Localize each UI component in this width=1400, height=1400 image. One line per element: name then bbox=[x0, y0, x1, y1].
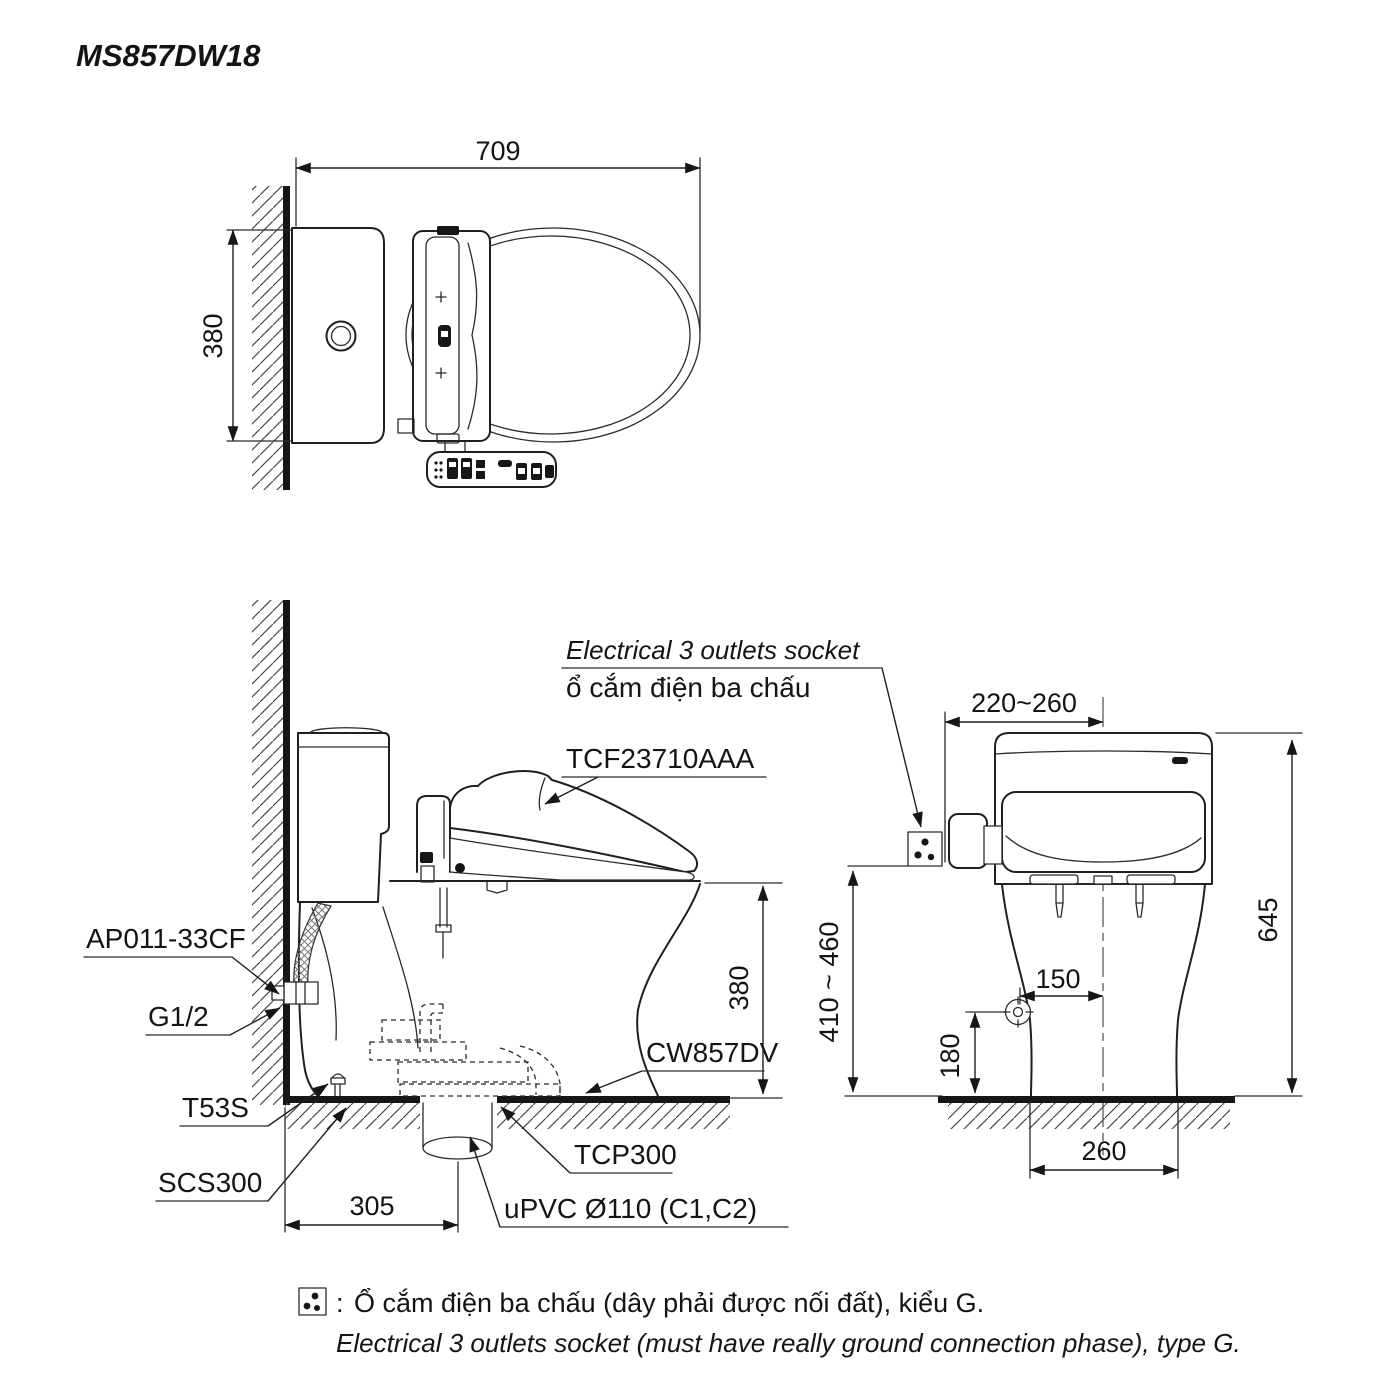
dim-socket-height: 410 ~ 460 bbox=[814, 921, 844, 1043]
dim-socket-offset: 220~260 bbox=[971, 688, 1077, 718]
dim-top-depth: 380 bbox=[198, 313, 228, 359]
label-bowl-model: CW857DV bbox=[646, 1037, 779, 1068]
label-socket-vi: ổ cắm điện ba chấu bbox=[566, 672, 811, 703]
wall-hatch bbox=[252, 186, 283, 490]
seat-side-box bbox=[949, 814, 987, 868]
dim-total-height: 645 bbox=[1253, 897, 1283, 943]
floor-line bbox=[938, 1096, 1235, 1103]
wall-line bbox=[283, 186, 290, 490]
label-drain-pipe: uPVC Ø110 (C1,C2) bbox=[504, 1193, 758, 1224]
footer-separator: : bbox=[336, 1288, 344, 1318]
label-seat-model: TCF23710AAA bbox=[566, 743, 755, 774]
brand-logo bbox=[1172, 757, 1188, 764]
dim-rim-height: 380 bbox=[724, 965, 754, 1011]
front-view bbox=[935, 688, 1302, 1178]
floor-hatch bbox=[285, 1103, 420, 1129]
tank-side bbox=[298, 733, 389, 902]
pedestal-left bbox=[1002, 884, 1032, 1096]
page-title: MS857DW18 bbox=[76, 38, 261, 73]
seat-front bbox=[1002, 792, 1205, 872]
wall-connector bbox=[284, 982, 318, 1004]
label-supply-hose: AP011-33CF bbox=[86, 923, 246, 954]
wall-line bbox=[283, 600, 290, 1105]
top-view bbox=[198, 136, 700, 490]
drain-pipe bbox=[423, 1137, 492, 1159]
floor-hatch bbox=[948, 1103, 1230, 1129]
footer-note bbox=[299, 1287, 1241, 1358]
side-view bbox=[84, 600, 942, 1232]
dim-outlet-offset: 305 bbox=[349, 1191, 395, 1221]
label-bolt: T53S bbox=[182, 1092, 249, 1123]
footer-note-vi: Ổ cắm điện ba chấu (dây phải được nối đất), kiểu G. bbox=[354, 1288, 985, 1318]
dim-base-width: 260 bbox=[1081, 1136, 1127, 1166]
label-floor-flange: SCS300 bbox=[158, 1167, 263, 1198]
dim-top-width: 709 bbox=[475, 136, 521, 166]
socket-symbol-icon bbox=[299, 1288, 326, 1315]
label-outlet-socket: TCP300 bbox=[574, 1139, 677, 1170]
footer-note-en: Electrical 3 outlets socket (must have really ground connection phase), type G. bbox=[336, 1328, 1241, 1358]
dim-drain-offset: 150 bbox=[1035, 964, 1081, 994]
label-thread: G1/2 bbox=[148, 1001, 209, 1032]
label-socket-en: Electrical 3 outlets socket bbox=[566, 635, 860, 665]
socket-symbol-icon bbox=[908, 832, 942, 866]
wall-hatch bbox=[252, 600, 283, 1105]
seat-unit-top bbox=[413, 231, 490, 441]
pedestal-right bbox=[1176, 884, 1205, 1096]
dim-drain-height: 180 bbox=[935, 1033, 965, 1079]
